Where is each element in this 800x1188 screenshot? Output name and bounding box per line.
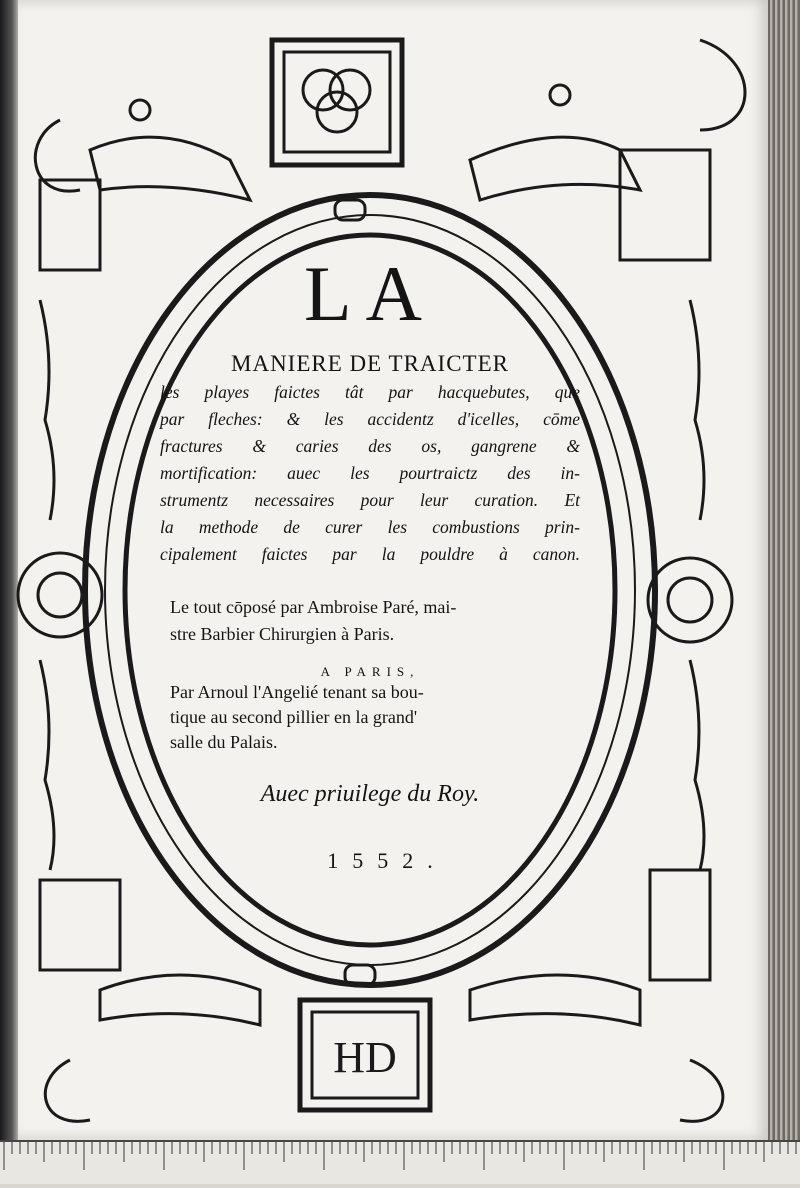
body-line-6: la methode de curer les combustions prin-	[160, 517, 580, 537]
author-line-2: stre Barbier Chirurgien à Paris.	[170, 624, 395, 644]
place-of-printing: A PARIS,	[320, 664, 420, 679]
title-text-block	[160, 250, 580, 874]
main-title: LA	[304, 250, 436, 337]
printer-line-2: tique au second pillier en la grand'	[170, 707, 418, 727]
subtitle: MANIERE DE TRAICTER	[231, 351, 509, 376]
printer-line-3: salle du Palais.	[170, 732, 278, 752]
author-line-1: Le tout cōposé par Ambroise Paré, mai-	[170, 597, 457, 617]
ruler-ticks	[0, 1142, 800, 1184]
body-line-2: par fleches: & les accidentz d'icelles, cōme	[160, 409, 580, 429]
body-line-4: mortification: auec les pourtraictz des in-	[160, 463, 580, 483]
svg-text:HD: HD	[333, 1033, 397, 1082]
body-line-7: cipalement faictes par la pouldre à canon.	[160, 544, 580, 564]
body-line-1: les playes faictes tât par hacquebutes, que	[160, 382, 580, 402]
body-line-5: strumentz necessaires pour leur curation. Et	[160, 490, 580, 510]
printer-line-1: Par Arnoul l'Angelié tenant sa bou-	[170, 682, 424, 702]
publication-year: 1552.	[327, 848, 447, 873]
body-line-3: fractures & caries des os, gangrene &	[160, 436, 580, 456]
royal-privilege: Auec priuilege du Roy.	[260, 781, 480, 807]
measuring-ruler	[0, 1140, 800, 1184]
